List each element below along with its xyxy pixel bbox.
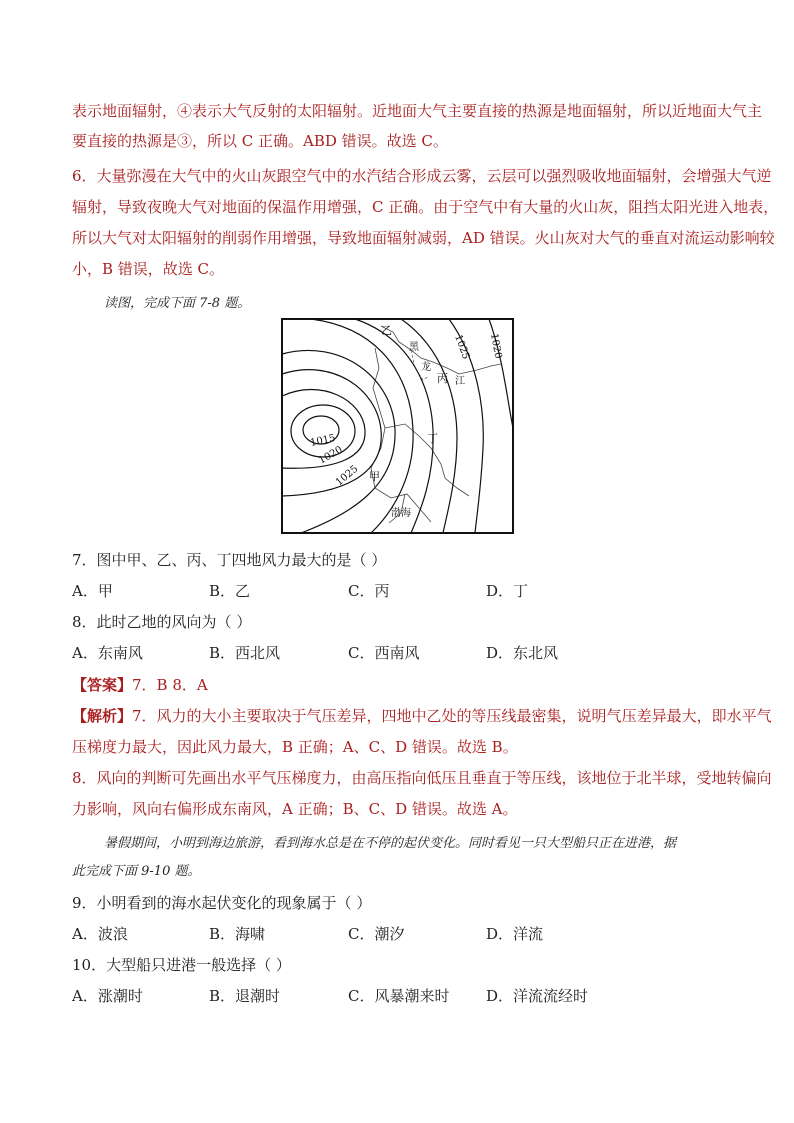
intro-7-8: 读图，完成下面 7-8 题。 bbox=[104, 296, 251, 311]
q6-analysis-line-4: 小，B 错误，故选 C。 bbox=[72, 260, 225, 278]
q10-stem: 10．大型船只进港一般选择（ ） bbox=[72, 956, 291, 974]
q9-stem: 9．小明看到的海水起伏变化的现象属于（ ） bbox=[72, 894, 372, 912]
place-bohai: 渤海 bbox=[391, 508, 411, 519]
q8-option-b[interactable]: B．西北风 bbox=[209, 644, 281, 662]
analysis-text-1: 7．风力的大小主要取决于气压差异，四地中乙处的等压线最密集，说明气压差异最大，即水平气 bbox=[132, 707, 772, 725]
place-ding: 丁 bbox=[427, 432, 438, 445]
analysis-7-8-line-4: 力影响，风向右偏形成东南风，A 正确；B、C、D 错误。故选 A。 bbox=[72, 800, 518, 818]
answer-label: 【答案】 bbox=[72, 676, 133, 694]
place-jiang: 江 bbox=[455, 376, 465, 387]
q8-option-c[interactable]: C．西南风 bbox=[348, 644, 420, 662]
isobar-map bbox=[281, 318, 514, 534]
q9-option-d[interactable]: D．洋流 bbox=[486, 925, 544, 943]
place-jia: 甲 bbox=[369, 470, 380, 483]
isobar-label-1025-east: 1025 bbox=[452, 333, 472, 361]
q8-option-d[interactable]: D．东北风 bbox=[486, 644, 559, 662]
q7-option-d[interactable]: D．丁 bbox=[486, 582, 529, 600]
prev-analysis-line-2: 要直接的热源是③，所以 C 正确。ABD 错误。故选 C。 bbox=[72, 132, 448, 150]
isobar-label-1025-west: 1025 bbox=[333, 463, 361, 489]
q6-analysis-line-3: 所以大气对太阳辐射的削弱作用增强，导致地面辐射减弱，AD 错误。火山灰对大气的垂直对流运动影响较 bbox=[72, 229, 775, 247]
q6-analysis-line-2: 辐射，导致夜晚大气对地面的保温作用增强，C 正确。由于空气中有大量的火山灰，阻挡太阳光进入地表， bbox=[72, 198, 779, 216]
isobar-label-1020-east: 1020 bbox=[488, 332, 504, 360]
analysis-label: 【解析】 bbox=[72, 707, 133, 725]
q10-option-b[interactable]: B．退潮时 bbox=[209, 987, 281, 1005]
analysis-7-8-line-1 bbox=[72, 705, 772, 726]
q10-option-d[interactable]: D．洋流流经时 bbox=[486, 987, 589, 1005]
analysis-7-8-line-2: 压梯度力最大，因此风力最大，B 正确；A、C、D 错误。故选 B。 bbox=[72, 738, 518, 756]
place-long: 龙 bbox=[421, 362, 431, 373]
q6-analysis-line-1: 6．大量弥漫在大气中的火山灰跟空气中的水汽结合形成云雾，云层可以强烈吸收地面辐射，会增强大气逆 bbox=[72, 167, 772, 185]
isobar-label-1015: 1015 bbox=[309, 432, 337, 449]
q7-option-c[interactable]: C．丙 bbox=[348, 582, 390, 600]
q9-option-c[interactable]: C．潮汐 bbox=[348, 925, 405, 943]
q10-option-c[interactable]: C．风暴潮来时 bbox=[348, 987, 450, 1005]
place-hei: 黑 bbox=[409, 342, 419, 353]
place-bing: 丙 bbox=[437, 372, 448, 385]
q9-option-b[interactable]: B．海啸 bbox=[209, 925, 266, 943]
analysis-7-8-line-3: 8．风向的判断可先画出水平气压梯度力，由高压指向低压且垂直于等压线，该地位于北半球，受地转偏向 bbox=[72, 769, 772, 787]
isobar-label-1020: 1020 bbox=[317, 444, 345, 467]
q7-stem: 7．图中甲、乙、丙、丁四地风力最大的是（ ） bbox=[72, 551, 387, 569]
q8-stem: 8．此时乙地的风向为（ ） bbox=[72, 613, 252, 631]
q7-option-b[interactable]: B．乙 bbox=[209, 582, 251, 600]
place-yi: 乙 bbox=[381, 324, 392, 337]
q9-option-a[interactable]: A．波浪 bbox=[72, 925, 128, 943]
answer-text: 7．B 8．A bbox=[132, 676, 208, 694]
q10-option-a[interactable]: A．涨潮时 bbox=[72, 987, 143, 1005]
intro-9-10-line-1: 暑假期间，小明到海边旅游，看到海水总是在不停的起伏变化。同时看见一只大型船只正在进港，据 bbox=[104, 836, 677, 851]
answer-7-8 bbox=[72, 674, 208, 695]
q8-option-a[interactable]: A．东南风 bbox=[72, 644, 143, 662]
prev-analysis-line-1: 表示地面辐射，④表示大气反射的太阳辐射。近地面大气主要直接的热源是地面辐射，所以近地面大气主 bbox=[72, 102, 763, 120]
intro-9-10-line-2: 此完成下面 9-10 题。 bbox=[72, 864, 201, 879]
q7-option-a[interactable]: A．甲 bbox=[72, 582, 113, 600]
